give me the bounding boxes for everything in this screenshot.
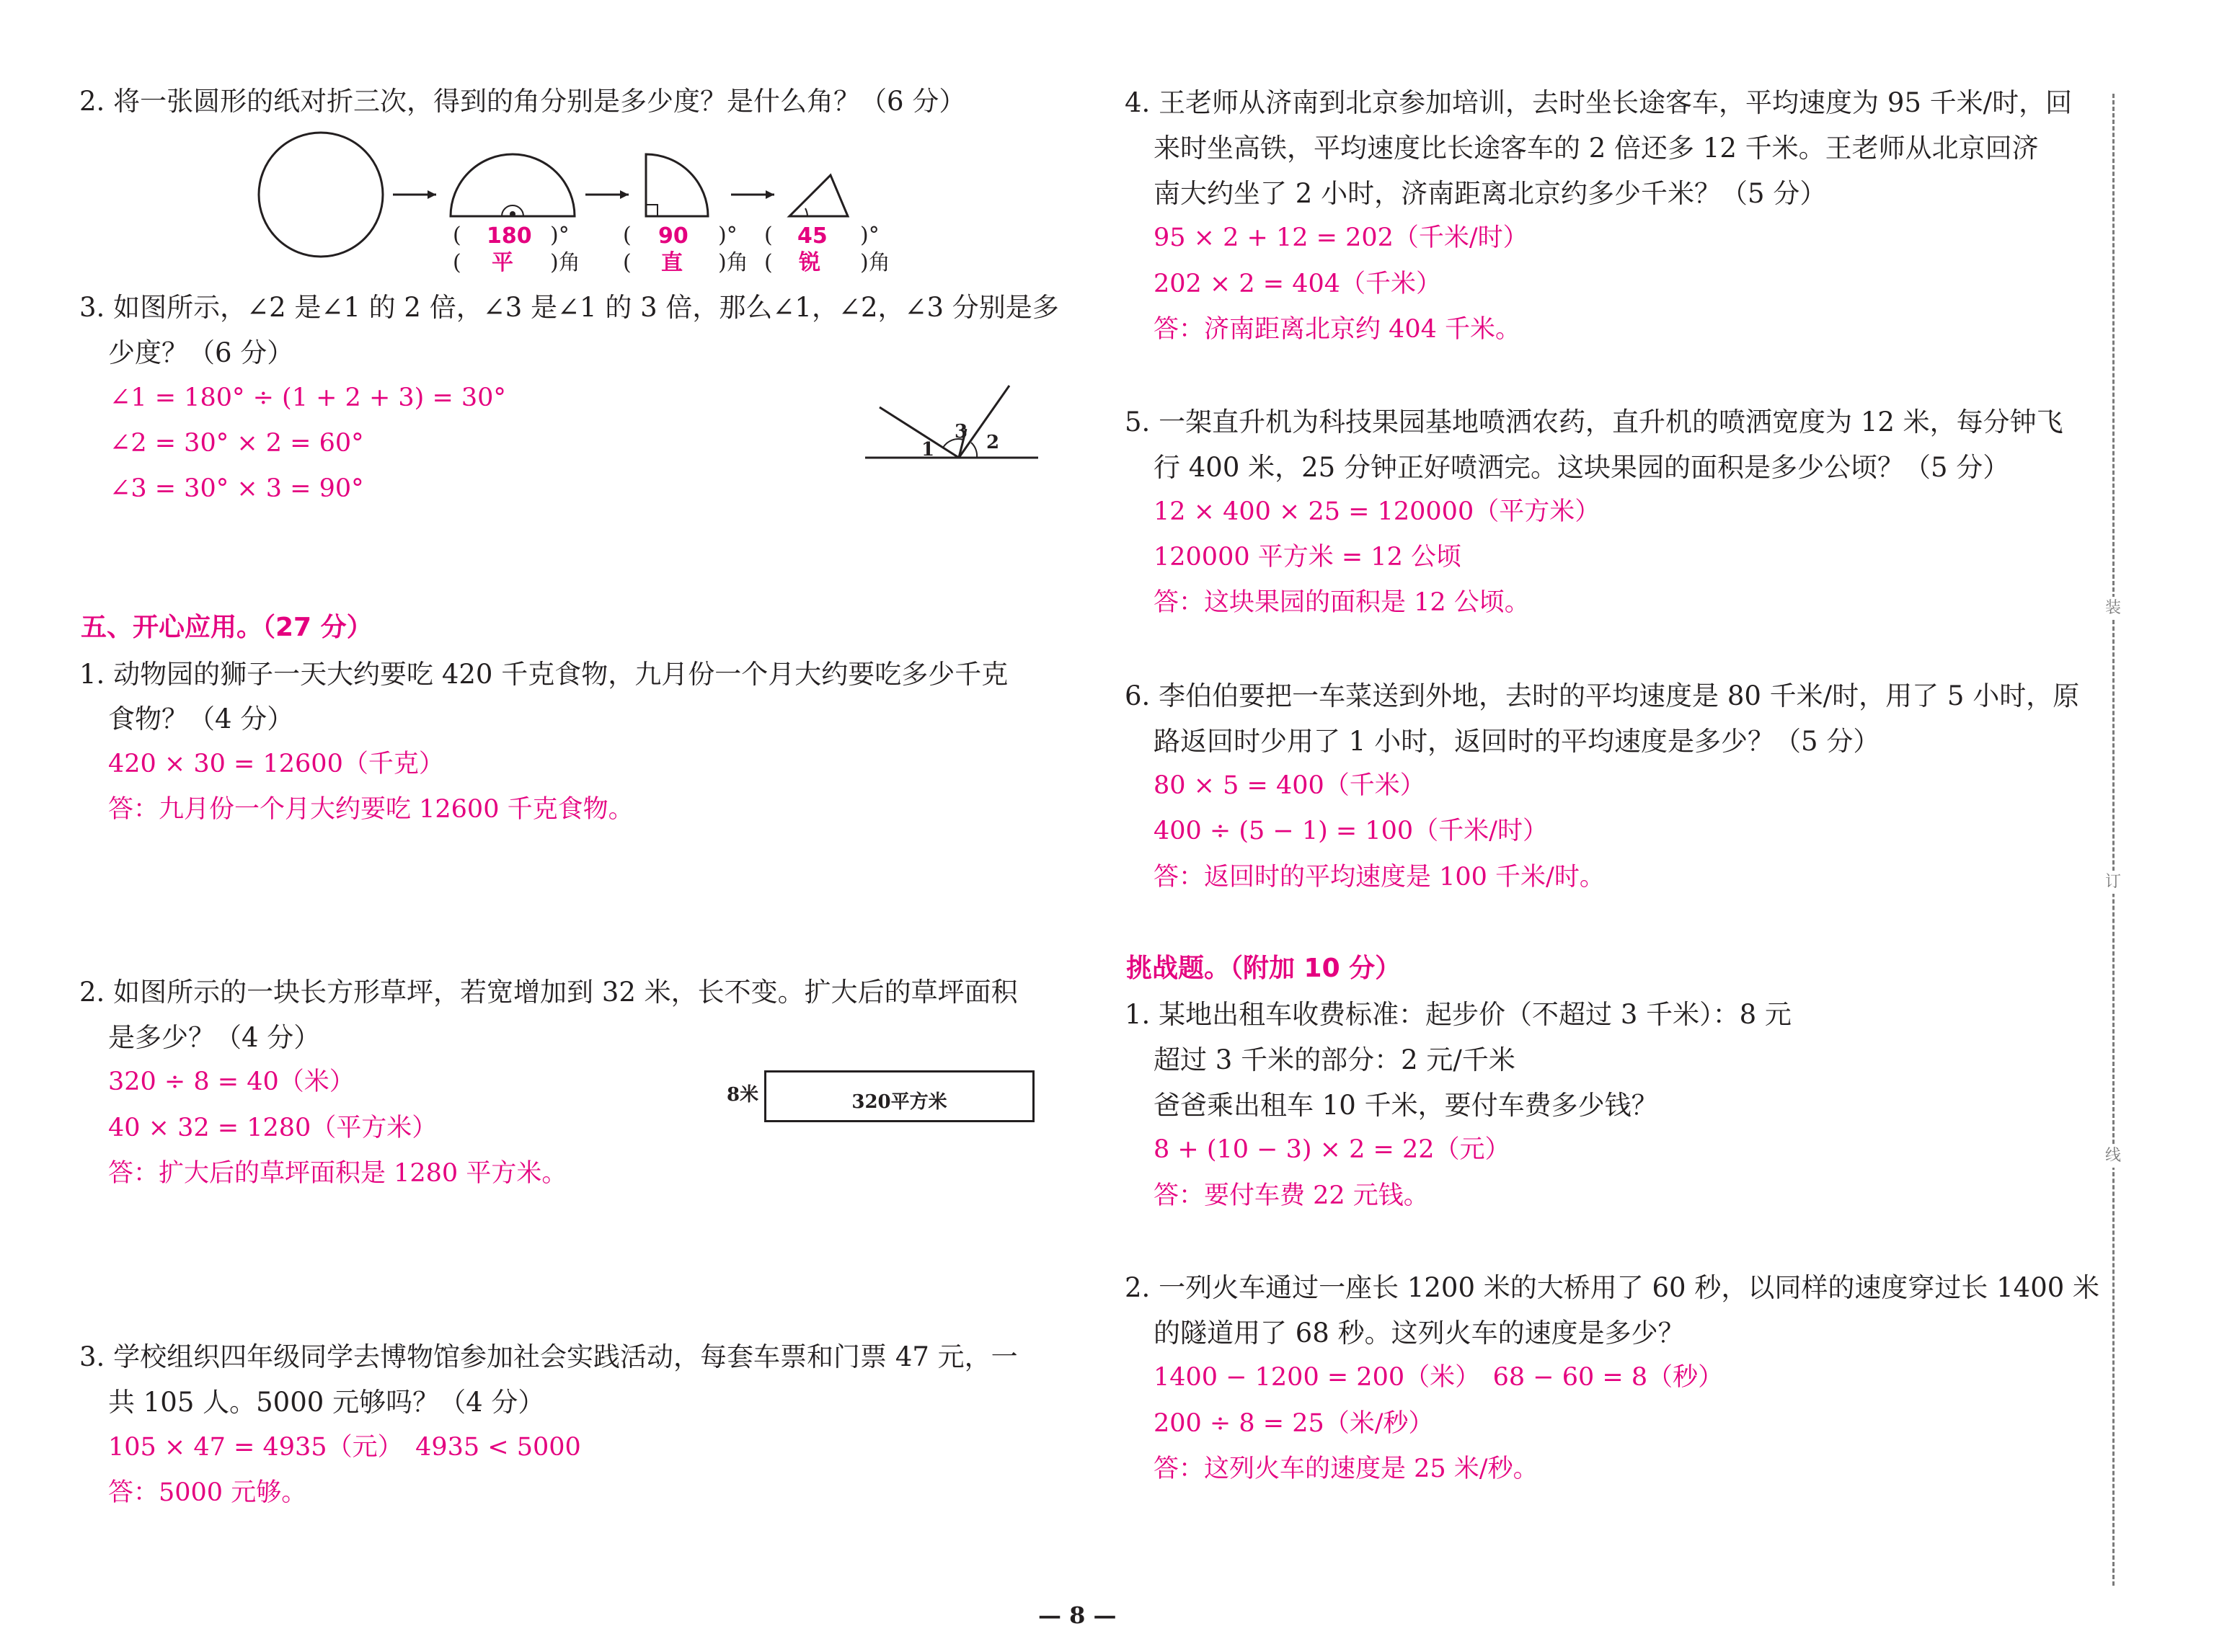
app2-line1: 2. 如图所示的一块长方形草坪，若宽增加到 32 米，长不变。扩大后的草坪面积 [79, 977, 1018, 1008]
rect-side-label: 8米 [727, 1084, 759, 1106]
binding-label-2: 订 [2104, 871, 2122, 894]
q6-line1: 6. 李伯伯要把一车菜送到外地，去时的平均速度是 80 千米/时，用了 5 小时，原 [1125, 680, 2080, 711]
q3-answer-1: ∠1 = 180° ÷ (1 + 2 + 3) = 30° [110, 383, 506, 412]
q5-line1: 5. 一架直升机为科技果园基地喷洒农药，直升机的喷洒宽度为 12 米，每分钟飞 [1125, 407, 2063, 438]
app3-answer-1: 105 × 47 = 4935（元） 4935 < 5000 [108, 1433, 581, 1462]
q5-answer-2: 120000 平方米 = 12 公顷 [1154, 543, 1461, 572]
q5-answer-1: 12 × 400 × 25 = 120000（平方米） [1154, 497, 1600, 526]
app3-line1: 3. 学校组织四年级同学去博物馆参加社会实践活动，每套车票和门票 47 元，一 [79, 1341, 1018, 1372]
blank-close-5: )角 [718, 250, 748, 275]
app1-line1: 1. 动物园的狮子一天大约要吃 420 千克食物，九月份一个月大约要吃多少千克 [79, 659, 1009, 690]
blank-type-2: 直 [661, 250, 683, 275]
angle-label-2: 2 [986, 432, 1000, 453]
blank-type-1: 平 [492, 250, 513, 275]
blank-deg-1: 180 [487, 223, 532, 249]
c1-line2: 超过 3 千米的部分：2 元/千米 [1154, 1044, 1515, 1075]
binding-label-1: 装 [2104, 597, 2122, 620]
app2-answer-2: 40 × 32 = 1280（平方米） [108, 1114, 438, 1142]
q4-line3: 南大约坐了 2 小时，济南距离北京约多少千米？（5 分） [1154, 178, 1827, 209]
blank-deg-3: 45 [797, 223, 828, 249]
c2-answer-2: 200 ÷ 8 = 25（米/秒） [1154, 1409, 1434, 1438]
c2-answer-1: 1400 − 1200 = 200（米） 68 − 60 = 8（秒） [1154, 1363, 1724, 1392]
app2-line2: 是多少？（4 分） [108, 1022, 321, 1053]
q6-answer-2: 400 ÷ (5 − 1) = 100（千米/时） [1154, 817, 1548, 845]
app2-answer-3: 答：扩大后的草坪面积是 1280 平方米。 [108, 1159, 567, 1188]
q3-line1: 3. 如图所示，∠2 是∠1 的 2 倍，∠3 是∠1 的 3 倍，那么∠1，∠2，∠3 分别是多 [79, 292, 1059, 323]
q5-answer-3: 答：这块果园的面积是 12 公顷。 [1154, 588, 1530, 617]
c2-line2: 的隧道用了 68 秒。这列火车的速度是多少？ [1154, 1318, 1685, 1349]
section5-title: 五、开心应用。（27 分） [81, 613, 373, 642]
c1-line1: 1. 某地出租车收费标准：起步价（不超过 3 千米）：8 元 [1125, 999, 1792, 1030]
q4-line2: 来时坐高铁，平均速度比长途客车的 2 倍还多 12 千米。王老师从北京回济 [1154, 133, 2039, 164]
blank-deg-2: 90 [658, 223, 689, 249]
q5-line2: 行 400 米，25 分钟正好喷洒完。这块果园的面积是多少公顷？（5 分） [1154, 452, 2010, 483]
app3-answer-2: 答：5000 元够。 [108, 1478, 307, 1507]
q4-answer-3: 答：济南距离北京约 404 千米。 [1154, 315, 1521, 344]
q4-line1: 4. 王老师从济南到北京参加培训，去时坐长途客车，平均速度为 95 千米/时，回 [1125, 87, 2073, 118]
c2-line1: 2. 一列火车通过一座长 1200 米的大桥用了 60 秒，以同样的速度穿过长 1400 米 [1125, 1272, 2100, 1303]
q4-answer-1: 95 × 2 + 12 = 202（千米/时） [1154, 223, 1528, 252]
angle-figure [858, 378, 1045, 465]
q3-answer-3: ∠3 = 30° × 3 = 90° [110, 474, 364, 503]
blank-open-3: ( [764, 223, 773, 248]
angle-label-3: 3 [955, 421, 968, 443]
app1-answer-2: 答：九月份一个月大约要吃 12600 千克食物。 [108, 795, 634, 824]
blank-close-1: )° [550, 223, 570, 248]
q6-answer-3: 答：返回时的平均速度是 100 千米/时。 [1154, 863, 1605, 892]
app1-line2: 食物？（4 分） [108, 703, 294, 734]
angle-label-1: 1 [921, 439, 935, 461]
blank-open-1: ( [453, 223, 461, 248]
q6-line2: 路返回时少用了 1 小时，返回时的平均速度是多少？（5 分） [1154, 726, 1880, 757]
c1-answer-2: 答：要付车费 22 元钱。 [1154, 1181, 1429, 1210]
blank-close-6: )角 [860, 250, 890, 275]
q2-text: 2. 将一张圆形的纸对折三次，得到的角分别是多少度？是什么角？（6 分） [79, 86, 966, 117]
q6-answer-1: 80 × 5 = 400（千米） [1154, 771, 1425, 800]
app2-answer-1: 320 ÷ 8 = 40（米） [108, 1067, 355, 1096]
blank-open-6: ( [764, 250, 773, 275]
blank-open-2: ( [623, 223, 632, 248]
q3-answer-2: ∠2 = 30° × 2 = 60° [110, 429, 364, 458]
page-number: — 8 — [1038, 1602, 1117, 1629]
blank-open-4: ( [453, 250, 461, 275]
c1-answer-1: 8 + (10 − 3) × 2 = 22（元） [1154, 1135, 1510, 1164]
lawn-rectangle [764, 1070, 1035, 1122]
app1-answer-1: 420 × 30 = 12600（千克） [108, 750, 444, 778]
blank-close-3: )° [860, 223, 880, 248]
app3-line2: 共 105 人。5000 元够吗？（4 分） [108, 1387, 545, 1418]
blank-close-4: )角 [550, 250, 580, 275]
q3-line2: 少度？（6 分） [108, 337, 294, 368]
q4-answer-2: 202 × 2 = 404（千米） [1154, 270, 1442, 298]
binding-dashed-line [2112, 94, 2115, 1586]
binding-label-3: 线 [2104, 1145, 2122, 1168]
c2-answer-3: 答：这列火车的速度是 25 米/秒。 [1154, 1455, 1538, 1483]
rect-area-label: 320平方米 [851, 1091, 947, 1113]
c1-line3: 爸爸乘出租车 10 千米，要付车费多少钱？ [1154, 1090, 1658, 1121]
challenge-title: 挑战题。（附加 10 分） [1126, 954, 1402, 983]
blank-close-2: )° [718, 223, 738, 248]
blank-open-5: ( [623, 250, 632, 275]
blank-type-3: 锐 [799, 250, 820, 275]
